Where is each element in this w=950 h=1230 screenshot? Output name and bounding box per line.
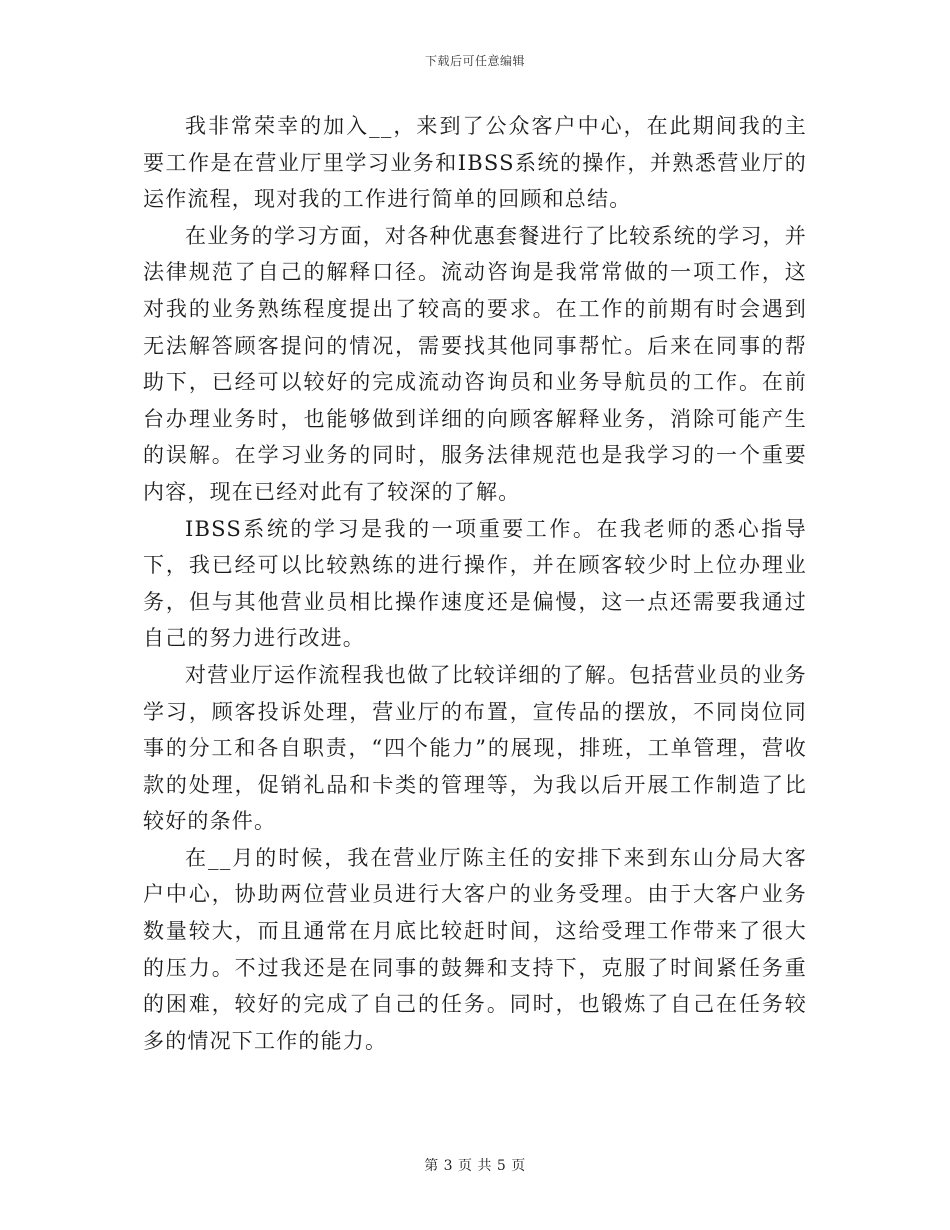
- paragraph-hall-workflow: 对营业厅运作流程我也做了比较详细的了解。包括营业员的业务学习，顾客投诉处理，营业厅的布置，宣传品的摆放，不同岗位同事的分工和各自职责，“四个能力”的展现，排班，工单管理，营收款的处理，促销礼品和卡类的管理等，为我以后开展工作制造了比较好的条件。: [143, 662, 807, 834]
- page-footer: 第 3 页 共 5 页: [424, 1158, 526, 1174]
- paragraph-ibss-system: IBSS系统的学习是我的一项重要工作。在我老师的悉心指导下，我已经可以比较熟练的进行操作，并在顾客较少时上位办理业务，但与其他营业员相比操作速度还是偏慢，这一点还需要我通过自己的努力进行改进。: [143, 516, 807, 651]
- paragraph-intro: 我非常荣幸的加入__，来到了公众客户中心，在此期间我的主要工作是在营业厅里学习业务和IBSS系统的操作，并熟悉营业厅的运作流程，现对我的工作进行简单的回顾和总结。: [143, 114, 807, 212]
- paragraph-vip-center: 在__月的时候，我在营业厅陈主任的安排下来到东山分局大客户中心，协助两位营业员进行大客户的业务受理。由于大客户业务数量较大，而且通常在月底比较赶时间，这给受理工作带来了很大的压力。不过我还是在同事的鼓舞和支持下，克服了时间紧任务重的困难，较好的完成了自己的任务。同时，也锻炼了自己在任务较多的情况下工作的能力。: [143, 845, 807, 1053]
- page-header: 下载后可任意编辑: [424, 54, 525, 68]
- paragraph-business-learning: 在业务的学习方面，对各种优惠套餐进行了比较系统的学习，并法律规范了自己的解释口径。流动咨询是我常常做的一项工作，这对我的业务熟练程度提出了较高的要求。在工作的前期有时会遇到无法解答顾客提问的情况，需要找其他同事帮忙。后来在同事的帮助下，已经可以较好的完成流动咨询员和业务导航员的工作。在前台办理业务时，也能够做到详细的向顾客解释业务，消除可能产生的误解。在学习业务的同时，服务法律规范也是我学习的一个重要内容，现在已经对此有了较深的了解。: [143, 223, 807, 504]
- document-body: [143, 108, 807, 1059]
